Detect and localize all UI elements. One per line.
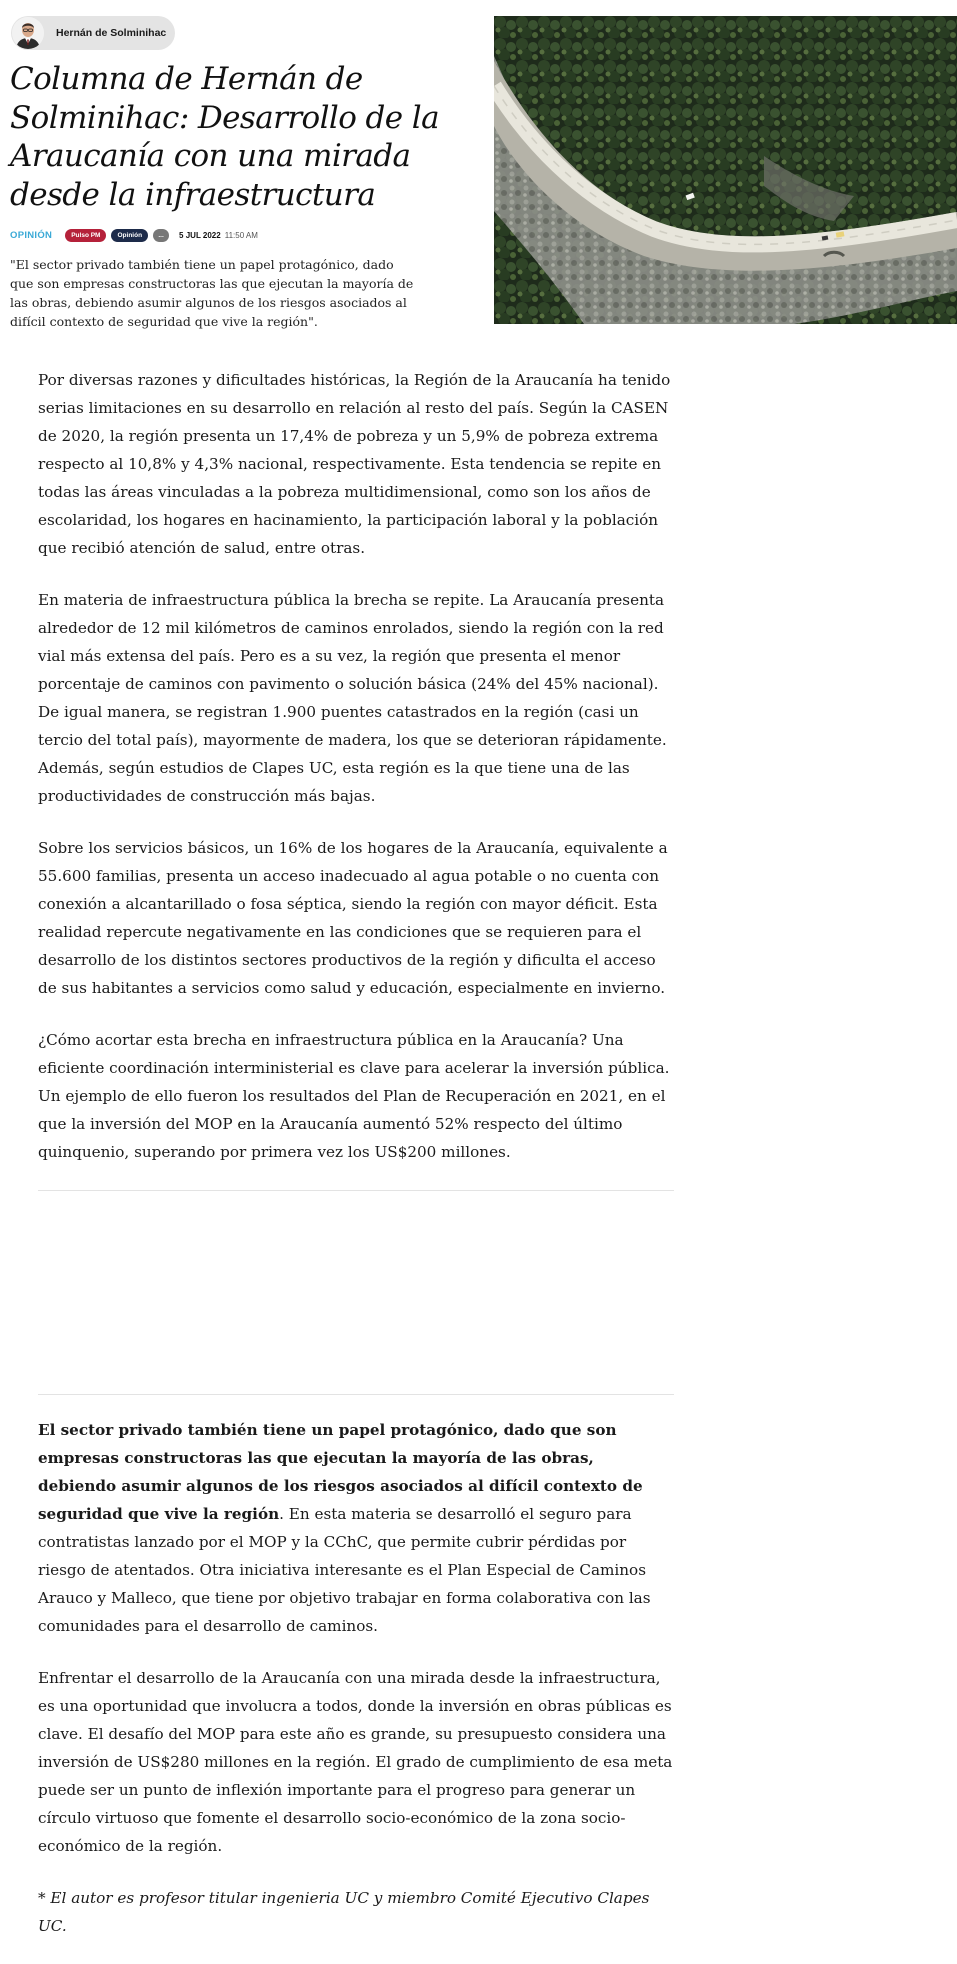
- paragraph-3: Sobre los servicios básicos, un 16% de los hogares de la Araucanía, equivalente a 55.600 familias, presenta un acceso inadecuado al agua potable o no cuenta con conexión a alcantarillado o fosa séptica, siendo la región con mayor déficit. Esta realidad repercute negativamente en las condiciones que se requieren para el desarrollo de los distintos sectores productivos de la región y dificulta el acceso de sus habitantes a servicios como salud y educación, especialmente en invierno.: [38, 839, 668, 997]
- tag-pulso-pm[interactable]: Pulso PM: [65, 229, 106, 242]
- author-footnote: * El autor es profesor titular ingenieria UC y miembro Comité Ejecutivo Clapes UC.: [38, 1889, 650, 1935]
- article-meta: [10, 227, 258, 243]
- ad-slot: [38, 1190, 674, 1395]
- aerial-road-photo-icon: [494, 16, 957, 324]
- tag-opinion[interactable]: Opinión: [111, 229, 148, 242]
- paragraph-5-rest: . En esta materia se desarrolló el seguro para contratistas lanzado por el MOP y la CChC, que permite cubrir pérdidas por riesgo de atentados. Otra iniciativa interesante es el Plan Especial de Caminos Arauco y Malleco, que tiene por objetivo trabajar en forma colaborativa con las comunidades para el desarrollo de caminos.: [38, 1505, 651, 1635]
- author-portrait-icon: [12, 17, 44, 49]
- paragraph-5: [38, 1416, 674, 1640]
- author-pill[interactable]: [11, 16, 175, 50]
- highlighted-quote: El sector privado también tiene un papel protagónico, dado que son empresas constructoras las que ejecutan la mayoría de las obras, debiendo asumir algunos de los riesgos asociados al difícil contexto de seguridad que vive la región: [38, 1421, 643, 1523]
- paragraph-4: ¿Cómo acortar esta brecha en infraestructura pública en la Araucanía? Una eficiente coordinación interministerial es clave para acelerar la inversión pública. Un ejemplo de ello fueron los resultados del Plan de Recuperación en 2021, en el que la inversión del MOP en la Araucanía aumentó 52% respecto del último quinquenio, superando por primera vez los US$200 millones.: [38, 1031, 670, 1161]
- article-headline: Columna de Hernán de Solminihac: Desarrollo de la Araucanía con una mirada desde la infraestructura: [10, 61, 439, 213]
- paragraph-1: Por diversas razones y dificultades históricas, la Región de la Araucanía ha tenido serias limitaciones en su desarrollo en relación al resto del país. Según la CASEN de 2020, la región presenta un 17,4% de pobreza y un 5,9% de pobreza extrema respecto al 10,8% y 4,3% nacional, respectivamente. Esta tendencia se repite en todas las áreas vinculadas a la pobreza multidimensional, como son los años de escolaridad, los hogares en hacinamiento, la participación laboral y la población que recibió atención de salud, entre otras.: [38, 371, 671, 557]
- section-link[interactable]: OPINIÓN: [10, 229, 53, 241]
- article-lead: "El sector privado también tiene un papel protagónico, dado que son empresas constructoras las que ejecutan la mayoría de las obras, debiendo asumir algunos de los riesgos asociados al difícil contexto de seguridad que vive la región".: [10, 257, 414, 329]
- paragraph-2: En materia de infraestructura pública la brecha se repite. La Araucanía presenta alrededor de 12 mil kilómetros de caminos enrolados, siendo la región con la red vial más extensa del país. Pero es a su vez, la región que presenta el menor porcentaje de caminos con pavimento o solución básica (24% del 45% nacional). De igual manera, se registran 1.900 puentes catastrados en la región (casi un tercio del total país), mayormente de madera, los que se deterioran rápidamente. Además, según estudios de Clapes UC, esta región es la que tiene una de las productividades de construcción más bajas.: [38, 591, 667, 805]
- author-name[interactable]: Hernán de Solminihac: [56, 27, 167, 39]
- publish-date: 5 JUL 2022: [179, 230, 221, 240]
- paragraph-6: Enfrentar el desarrollo de la Araucanía con una mirada desde la infraestructura, es una oportunidad que involucra a todos, donde la inversión en obras públicas es clave. El desafío del MOP para este año es grande, su presupuesto considera una inversión de US$280 millones en la región. El grado de cumplimiento de esa meta puede ser un punto de inflexión importante para el progreso para generar un círculo virtuoso que fomente el desarrollo socio-económico de la zona socio-económico de la región.: [38, 1669, 673, 1855]
- more-tags-button[interactable]: ...: [153, 229, 169, 242]
- publish-time: 11:50 AM: [224, 230, 258, 240]
- article-body: [38, 366, 674, 1964]
